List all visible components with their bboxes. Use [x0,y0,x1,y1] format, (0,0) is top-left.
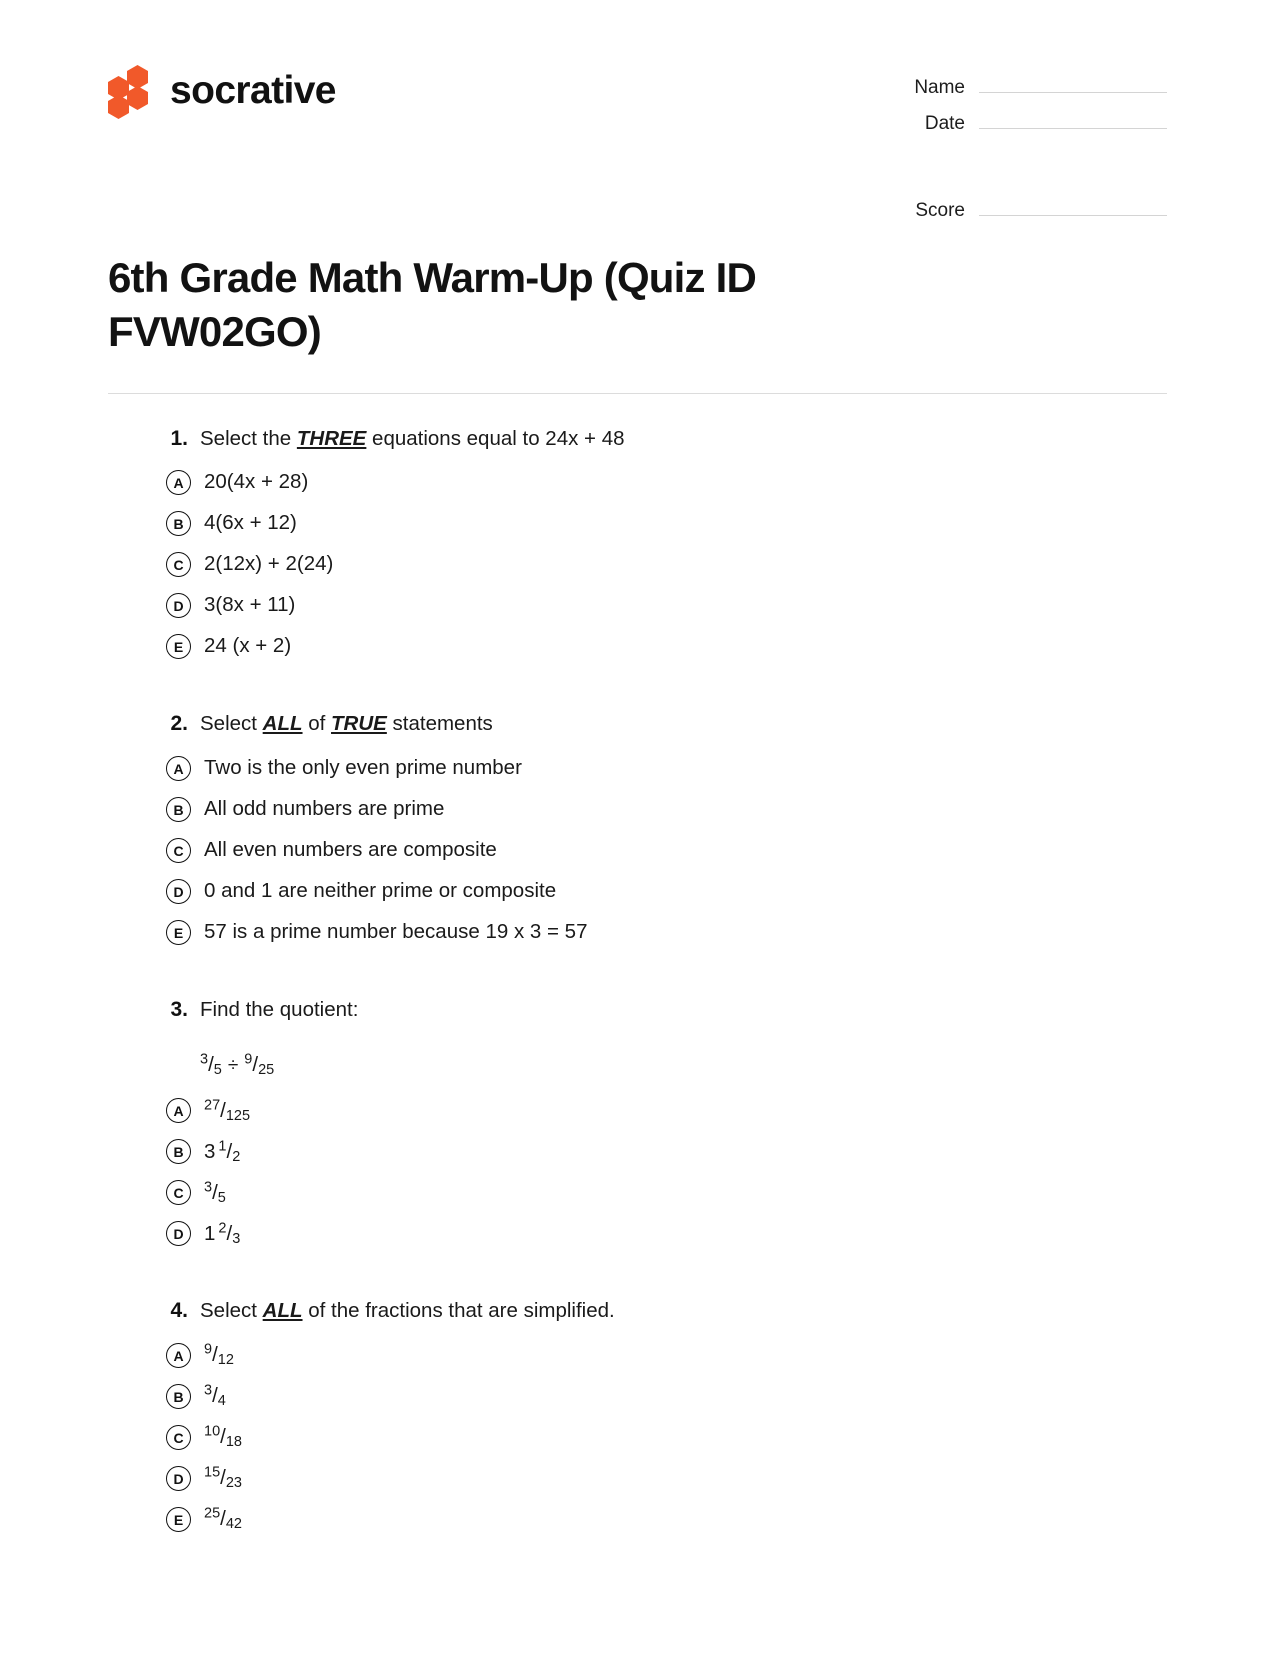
page-title: 6th Grade Math Warm-Up (Quiz ID FVW02GO) [108,254,757,355]
page-header [108,0,1167,233]
question-text-part: Select [200,712,263,736]
options-list [108,462,1167,667]
option-b[interactable] [166,1131,1167,1172]
fraction-numerator: 27 [204,1097,221,1114]
option-e[interactable] [166,1499,1167,1540]
fraction-denominator: 18 [225,1434,242,1451]
option-c[interactable] [166,1172,1167,1213]
question-text-part: Select [200,1299,263,1323]
option-a[interactable] [166,1335,1167,1376]
option-bubble-d[interactable]: D [166,593,191,618]
fraction-slash: / [212,1384,218,1408]
fraction-slash: / [220,1466,226,1490]
option-text [204,1464,242,1494]
question-text-part: of [302,712,332,736]
fraction-value [244,1051,275,1079]
option-bubble-a[interactable]: A [166,470,191,495]
fraction-numerator: 3 [204,1179,213,1196]
header-divider [108,393,1167,394]
fraction-whole: 3 [204,1139,216,1163]
question-1 [108,424,1167,668]
question-text-part: statements [386,712,493,736]
fraction-denominator: 25 [258,1062,275,1079]
option-a[interactable] [166,748,1167,789]
date-input-line[interactable] [979,110,1167,129]
score-row [865,197,1167,222]
option-bubble-d[interactable]: D [166,1466,191,1491]
option-b[interactable] [166,1376,1167,1417]
question-4 [108,1296,1167,1540]
question-header [166,995,1167,1026]
name-label: Name [914,77,965,98]
questions-list [108,424,1167,1541]
fraction-value [204,1222,240,1245]
fraction-denominator: 5 [217,1189,226,1206]
fraction-value [204,1181,226,1204]
option-text: 57 is a prime number because 19 x 3 = 57 [204,920,588,944]
question-text-part: equations equal to 24x + 48 [366,426,625,450]
question-number: 2. [170,712,188,736]
fraction-value [204,1464,242,1492]
option-bubble-b[interactable]: B [166,797,191,822]
name-row [865,74,1167,99]
option-bubble-a[interactable]: A [166,1098,191,1123]
fraction-slash: / [212,1343,218,1367]
fraction-value [204,1505,242,1533]
option-c[interactable] [166,544,1167,585]
option-b[interactable] [166,503,1167,544]
hexagon-shape [127,65,148,89]
option-d[interactable] [166,1213,1167,1254]
fraction-slash: / [226,1221,233,1245]
question-expression [200,1052,1167,1079]
question-2 [108,709,1167,953]
fraction-numerator: 25 [204,1505,221,1522]
fraction-denominator: 2 [232,1148,241,1165]
fraction-slash: / [220,1425,226,1449]
option-text [204,1423,242,1453]
option-c[interactable] [166,830,1167,871]
question-text-part: Find the quotient: [200,998,359,1021]
fraction-value [204,1140,240,1163]
question-text [200,424,625,455]
fraction-value [204,1099,250,1122]
option-text [204,1505,242,1535]
question-3 [108,995,1167,1254]
options-list [108,1090,1167,1254]
options-list [108,1335,1167,1540]
fraction-value [204,1382,226,1410]
option-text: 24 (x + 2) [204,634,292,658]
option-bubble-c[interactable]: C [166,1180,191,1205]
fraction-value [200,1051,222,1079]
option-text: All odd numbers are prime [204,797,445,821]
option-bubble-c[interactable]: C [166,838,191,863]
option-text [204,1341,234,1371]
option-text: 2(12x) + 2(24) [204,552,334,576]
option-text: 20(4x + 28) [204,470,309,494]
option-bubble-b[interactable]: B [166,511,191,536]
option-bubble-a[interactable]: A [166,1343,191,1368]
hexagon-shape [108,95,129,119]
division-operator: ÷ [227,1055,239,1077]
option-bubble-e[interactable]: E [166,920,191,945]
option-c[interactable] [166,1417,1167,1458]
question-number: 1. [170,426,188,450]
question-header [166,424,1167,455]
fraction-denominator: 4 [217,1393,226,1410]
fraction-slash: / [220,1507,226,1531]
emphasis-text: TRUE [331,712,387,736]
question-text [200,709,493,740]
option-text [204,1382,226,1412]
fraction-slash: / [226,1139,233,1163]
option-a[interactable] [166,1090,1167,1131]
option-bubble-c[interactable]: C [166,552,191,577]
socrative-logo [108,60,336,122]
option-a[interactable] [166,462,1167,503]
option-d[interactable] [166,1458,1167,1499]
fraction-denominator: 3 [232,1230,241,1247]
socrative-hexagon-icon [108,65,156,117]
question-number: 3. [170,998,188,1021]
fraction-denominator: 23 [225,1475,242,1492]
options-list [108,748,1167,953]
emphasis-text: ALL [262,1299,303,1323]
fraction-numerator: 9 [204,1341,213,1358]
option-d[interactable] [166,871,1167,912]
option-bubble-c[interactable]: C [166,1425,191,1450]
student-info-block [865,60,1167,233]
date-label: Date [924,113,965,134]
fraction-slash: / [212,1180,218,1204]
fraction-slash: / [252,1053,259,1077]
date-row [865,110,1167,135]
hexagon-shape [127,86,148,110]
option-text: 4(6x + 12) [204,511,297,535]
score-label: Score [915,200,965,221]
emphasis-text: ALL [262,712,303,736]
question-text-part: of the fractions that are simplified. [302,1299,615,1323]
fraction-numerator: 1 [218,1138,227,1155]
fraction-value [204,1341,234,1369]
option-bubble-b[interactable]: B [166,1139,191,1164]
fraction-numerator: 2 [218,1220,227,1237]
question-header [166,709,1167,740]
title-block [108,251,868,359]
fraction-denominator: 5 [213,1062,222,1079]
fraction-slash: / [220,1098,226,1122]
option-bubble-b[interactable]: B [166,1384,191,1409]
fraction-value [204,1423,242,1451]
name-input-line[interactable] [979,74,1167,93]
question-text-part: Select the [200,426,297,450]
question-header [166,1296,1167,1327]
option-text: 0 and 1 are neither prime or composite [204,879,557,903]
option-bubble-d[interactable]: D [166,879,191,904]
option-text: 3(8x + 11) [204,593,296,617]
fraction-whole: 1 [204,1221,216,1245]
score-input-line[interactable] [979,197,1167,216]
option-d[interactable] [166,585,1167,626]
fraction-denominator: 42 [225,1516,242,1533]
option-b[interactable] [166,789,1167,830]
option-text [204,1178,226,1208]
option-bubble-e[interactable]: E [166,1507,191,1532]
fraction-numerator: 3 [204,1382,213,1399]
question-number: 4. [170,1299,188,1323]
fraction-numerator: 15 [204,1464,221,1481]
option-bubble-d[interactable]: D [166,1221,191,1246]
fraction-denominator: 12 [217,1352,234,1369]
fraction-numerator: 10 [204,1423,221,1440]
fraction-numerator: 3 [200,1051,209,1068]
option-text [204,1096,250,1126]
option-bubble-a[interactable]: A [166,756,191,781]
brand-name: socrative [170,68,336,112]
question-text [200,1296,615,1327]
question-text [200,995,358,1026]
fraction-numerator: 9 [244,1051,253,1068]
fraction-slash: / [208,1053,214,1077]
option-e[interactable] [166,626,1167,667]
option-bubble-e[interactable]: E [166,634,191,659]
option-text [204,1137,240,1167]
option-text: All even numbers are composite [204,838,497,862]
emphasis-text: THREE [296,426,367,450]
option-text: Two is the only even prime number [204,756,522,780]
option-e[interactable] [166,912,1167,953]
option-text [204,1219,240,1249]
fraction-denominator: 125 [225,1107,251,1124]
